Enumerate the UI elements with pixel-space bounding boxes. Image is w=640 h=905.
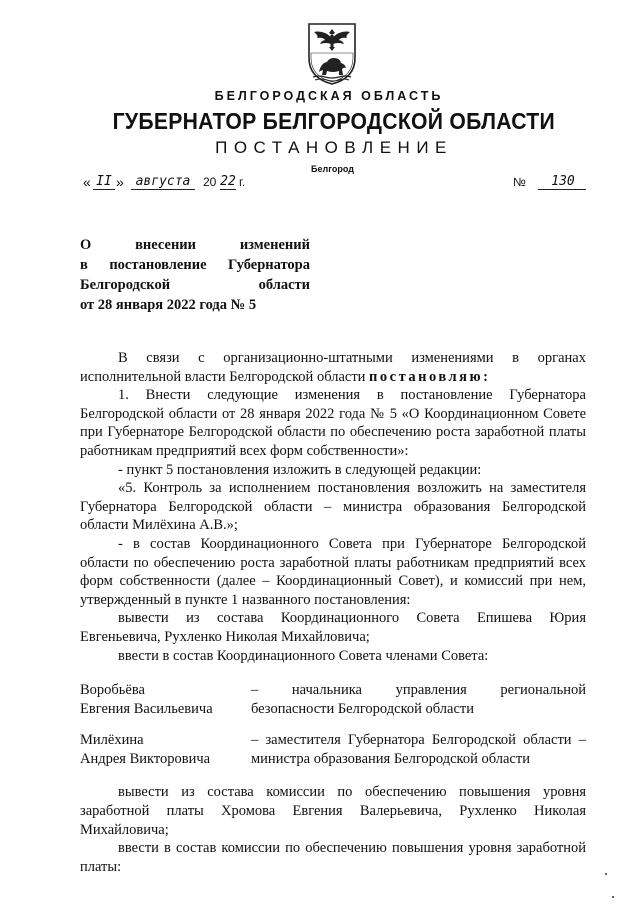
document-type-heading: ПОСТАНОВЛЕНИЕ (215, 138, 453, 157)
decree-body (80, 349, 586, 876)
position-line: – заместителя Губернатора Белгородской области – (251, 732, 586, 749)
member-name (80, 731, 251, 768)
year-prefix: 20 (203, 175, 217, 189)
paragraph-3: «5. Контроль за исполнением постановления возложить на заместителя Губернатора Белгородской области – министра образования Белгородской области Милёхина А.В.»; (80, 480, 586, 534)
position-line: безопасности Белгородской области (251, 700, 474, 717)
paragraph-4: - в состав Координационного Совета при Губернаторе Белгородской области по обеспечению роста заработной платы работникам предприятий всех форм собственности (далее – Координационный Совет), и комиссий при нем, утвержденный в пункте 1 названного постановления: (80, 535, 586, 608)
paragraph-6: ввести в состав Координационного Совета членами Совета: (118, 647, 489, 664)
year-unit: г. (239, 175, 246, 189)
paragraph-preamble (80, 349, 586, 386)
member-entry (80, 731, 586, 768)
member-given-names: Евгения Васильевича (80, 700, 213, 717)
date-month: августа (131, 174, 195, 190)
title-word: в (80, 257, 88, 273)
resolve-word: постановляю: (369, 368, 491, 385)
paragraph-2: - пункт 5 постановления изложить в следующей редакции: (118, 461, 482, 478)
quote-close: » (116, 174, 124, 190)
position-line: министра образования Белгородской области (251, 750, 530, 767)
region-heading: БЕЛГОРОДСКАЯ ОБЛАСТЬ (214, 89, 444, 103)
member-position (251, 731, 586, 768)
title-word: внесении (135, 237, 197, 253)
title-word: постановление (109, 257, 207, 273)
title-word: изменений (239, 237, 310, 253)
decree-title (80, 235, 310, 315)
title-word: Губернатора (227, 257, 310, 273)
paragraph-5: вывести из состава Координационного Совета Епишева Юрия Евгеньевича, Рухленко Николая Михайловича; (80, 610, 586, 645)
title-line-4: от 28 января 2022 года № 5 (80, 297, 257, 313)
paragraph-8: ввести в состав комиссии по обеспечению повышения уровня заработной платы: (80, 840, 586, 875)
member-surname: Воробьёва (80, 682, 145, 699)
city-label: Белгород (311, 164, 354, 174)
member-surname: Милёхина (80, 732, 144, 749)
title-word: Белгородской (80, 277, 171, 293)
quote-open: « (83, 174, 91, 190)
member-name (80, 681, 251, 718)
member-position (251, 681, 586, 718)
title-word: области (258, 277, 310, 293)
member-given-names: Андрея Викторовича (80, 750, 211, 767)
year-suffix: 22 (220, 174, 236, 189)
belgorod-coat-of-arms-icon (299, 20, 365, 86)
preamble-text: В связи с организационно-штатными изменениями в органах исполнительной власти Белгородской области (80, 350, 586, 385)
paragraph-1: 1. Внести следующие изменения в постановление Губернатора Белгородской области от 28 января 2022 года № 5 «О Координационном Совете при Губернаторе Белгородской области по обеспечению роста заработной платы работникам предприятий всех форм собственности»: (80, 387, 586, 459)
position-line: – начальника управления региональной (251, 682, 586, 699)
scan-speck (605, 873, 607, 875)
title-line-2 (80, 255, 310, 275)
scan-speck (612, 896, 614, 898)
title-line-3 (80, 275, 310, 295)
title-line-1 (80, 235, 310, 255)
date-day: II (93, 174, 115, 190)
member-entry (80, 681, 586, 718)
title-word: О (80, 237, 92, 253)
paragraph-7: вывести из состава комиссии по обеспечению повышения уровня заработной платы Хромова Евгения Валерьевича, Рухленко Николая Михайловича; (80, 784, 586, 838)
governor-heading: ГУБЕРНАТОР БЕЛГОРОДСКОЙ ОБЛАСТИ (112, 108, 555, 134)
number-sign: № (513, 175, 526, 189)
decree-number: 130 (538, 174, 586, 190)
